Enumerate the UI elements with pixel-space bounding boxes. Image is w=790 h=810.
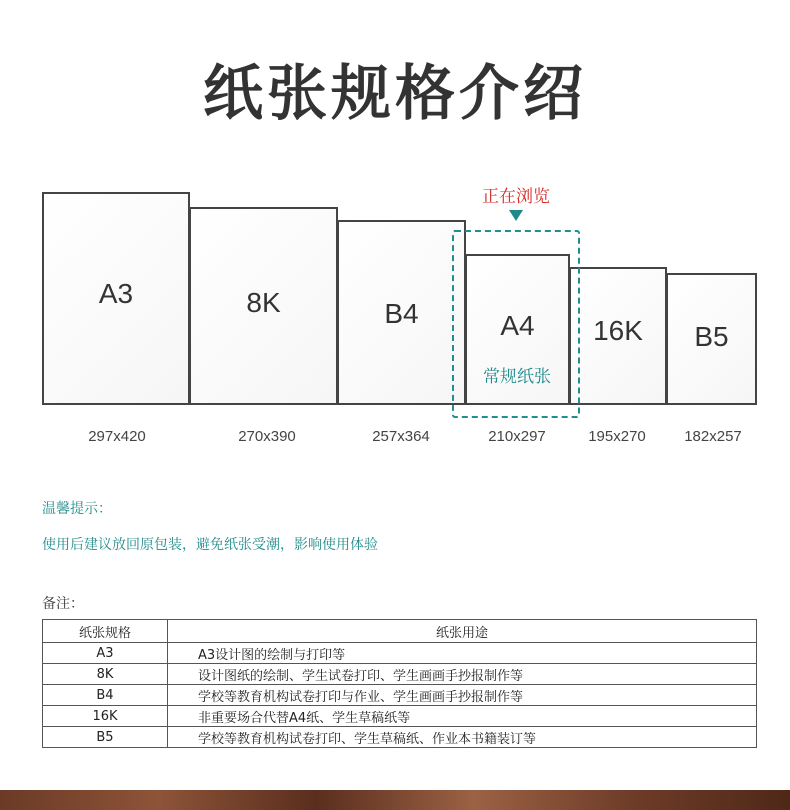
size-label-8k: 270x390 — [238, 428, 296, 445]
paper-b4 — [337, 220, 466, 405]
size-label-16k: 195x270 — [588, 428, 646, 445]
paper-label: B4 — [384, 298, 419, 329]
size-label-b4: 257x364 — [372, 428, 430, 445]
paper-usage-cell: 设计图纸的绘制、学生试卷打印、学生画画手抄报制作等 — [168, 664, 757, 685]
paper-label: 8K — [246, 287, 281, 318]
paper-8k — [189, 207, 338, 405]
paper-usage-cell: 学校等教育机构试卷打印、学生草稿纸、作业本书籍装订等 — [168, 727, 757, 748]
table-row — [43, 727, 757, 748]
paper-label: A3 — [98, 278, 134, 309]
notes-heading: 备注： — [42, 596, 84, 612]
column-header: 纸张规格 — [43, 620, 168, 643]
table-row — [43, 685, 757, 706]
paper-16k — [569, 267, 667, 405]
paper-b5 — [666, 273, 757, 405]
table-row — [43, 706, 757, 727]
size-label-a3: 297x420 — [88, 428, 146, 445]
paper-size-cell: 8K — [43, 664, 168, 685]
current-selection-frame — [452, 230, 580, 418]
paper-usage-cell: 学校等教育机构试卷打印与作业、学生画画手抄报制作等 — [168, 685, 757, 706]
paper-label: 16K — [593, 315, 643, 346]
tip-text: 使用后建议放回原包装，避免纸张受潮，影响使用体验 — [42, 537, 378, 553]
page-title: 纸张规格介绍 — [203, 59, 587, 129]
down-arrow-icon — [509, 210, 523, 221]
paper-size-cell: B5 — [43, 727, 168, 748]
size-label-b5: 182x257 — [684, 428, 742, 445]
paper-size-cell: B4 — [43, 685, 168, 706]
table-header-row — [43, 620, 757, 643]
paper-label: A4 — [500, 310, 535, 341]
tip-heading: 温馨提示： — [42, 501, 112, 517]
table-row — [43, 643, 757, 664]
paper-size-cell: 16K — [43, 706, 168, 727]
wood-texture-strip — [0, 790, 790, 810]
paper-label: B5 — [694, 321, 729, 352]
browsing-badge: 正在浏览 — [482, 187, 550, 207]
table-row — [43, 664, 757, 685]
paper-a3 — [42, 192, 190, 405]
size-label-a4: 210x297 — [488, 428, 546, 445]
paper-usage-cell: A3设计图的绘制与打印等 — [168, 643, 757, 664]
column-header: 纸张用途 — [168, 620, 757, 643]
paper-size-cell: A3 — [43, 643, 168, 664]
paper-usage-cell: 非重要场合代替A4纸、学生草稿纸等 — [168, 706, 757, 727]
common-paper-tag: 常规纸张 — [483, 367, 551, 387]
paper-usage-table — [42, 619, 757, 748]
